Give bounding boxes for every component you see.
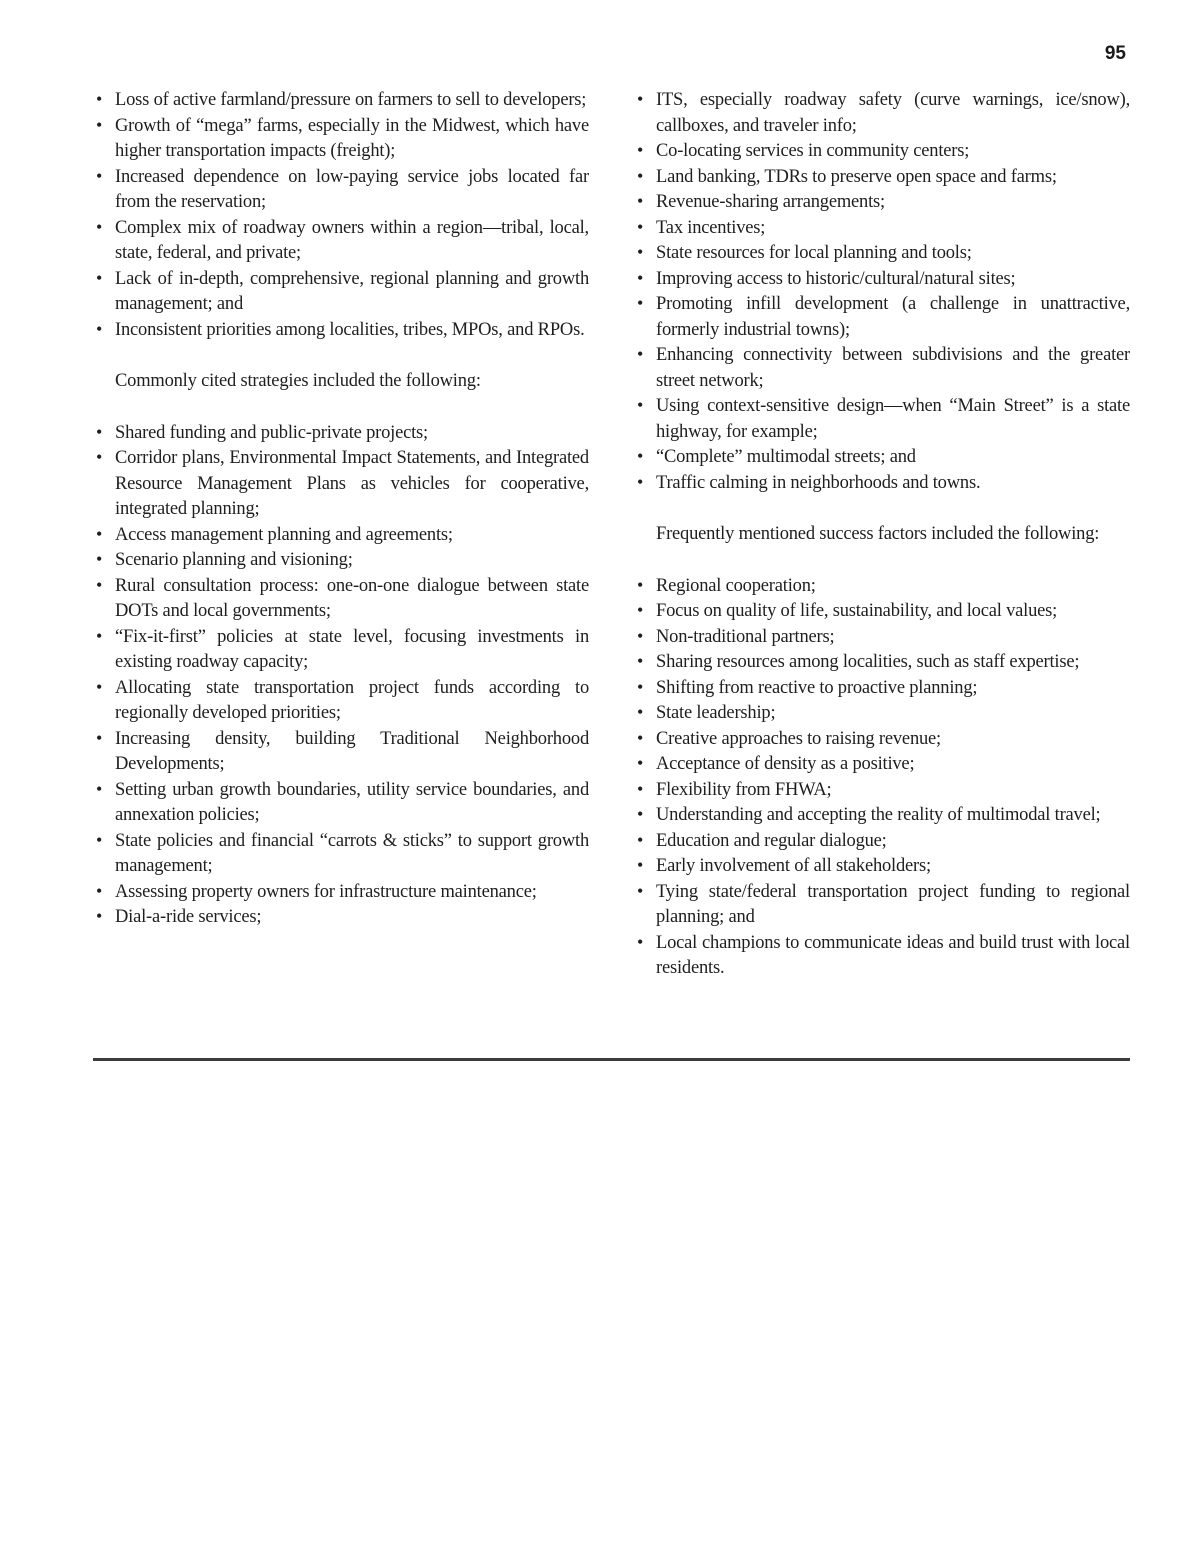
list-item bbox=[636, 574, 1130, 600]
list-item-text: Non-traditional partners; bbox=[656, 626, 835, 647]
list-item-text: Tax incentives; bbox=[656, 217, 766, 238]
list-item-text: Co-locating services in community centers; bbox=[656, 141, 970, 161]
list-item bbox=[95, 88, 589, 114]
bullet-marker: • bbox=[637, 165, 644, 186]
bullet-marker: • bbox=[637, 446, 644, 466]
left-column bbox=[95, 88, 589, 982]
bullet-marker: • bbox=[637, 344, 644, 364]
list-item-text: Setting urban growth boundaries, utility service boundaries, and annexation policies; bbox=[115, 779, 589, 825]
two-column-layout bbox=[95, 88, 1130, 982]
bullet-marker: • bbox=[96, 216, 103, 237]
bullet-marker: • bbox=[96, 267, 103, 288]
list-item bbox=[95, 165, 589, 216]
bullet-marker: • bbox=[637, 676, 644, 697]
list-item bbox=[636, 343, 1130, 394]
list-item-text: State leadership; bbox=[656, 703, 776, 723]
list-item bbox=[636, 650, 1130, 676]
bullet-marker: • bbox=[637, 829, 644, 850]
list-item bbox=[636, 267, 1130, 293]
list-item bbox=[636, 676, 1130, 702]
list-item bbox=[95, 778, 589, 829]
bullet-marker: • bbox=[96, 318, 103, 339]
list-item-text: Inconsistent priorities among localities, tribes, MPOs, and RPOs. bbox=[115, 319, 585, 340]
list-item bbox=[636, 829, 1130, 855]
list-item-text: Complex mix of roadway owners within a region—tribal, local, state, federal, and private; bbox=[115, 217, 589, 263]
list-item bbox=[636, 88, 1130, 139]
bullet-marker: • bbox=[637, 574, 644, 595]
bullet-marker: • bbox=[96, 676, 103, 697]
list-item-text: Increasing density, building Traditional Neighborhood Developments; bbox=[115, 728, 589, 774]
list-item bbox=[95, 880, 589, 906]
bullet-marker: • bbox=[637, 395, 644, 415]
list-item bbox=[95, 446, 589, 523]
list-item bbox=[95, 421, 589, 447]
bullet-marker: • bbox=[96, 89, 103, 109]
bullet-marker: • bbox=[637, 140, 644, 160]
list-item bbox=[636, 190, 1130, 216]
list-item-text: Corridor plans, Environmental Impact Statements, and Integrated Resource Management Plans as vehicles for cooperative, integrated planning; bbox=[115, 448, 589, 519]
challenges-list bbox=[95, 88, 589, 343]
list-item-text: State policies and financial “carrots & sticks” to support growth management; bbox=[115, 830, 589, 876]
list-item bbox=[95, 114, 589, 165]
bullet-marker: • bbox=[637, 778, 644, 799]
bullet-marker: • bbox=[637, 651, 644, 671]
list-item bbox=[95, 523, 589, 549]
bullet-marker: • bbox=[96, 778, 103, 799]
bullet-marker: • bbox=[637, 89, 644, 109]
bullet-marker: • bbox=[637, 625, 644, 646]
list-item bbox=[95, 829, 589, 880]
strategies-list bbox=[95, 421, 589, 931]
list-item-text: Improving access to historic/cultural/natural sites; bbox=[656, 268, 1016, 289]
list-item-text: Education and regular dialogue; bbox=[656, 830, 887, 851]
list-item bbox=[636, 445, 1130, 471]
list-item-text: Regional cooperation; bbox=[656, 575, 816, 596]
list-item-text: State resources for local planning and tools; bbox=[656, 243, 972, 263]
list-item-text: Traffic calming in neighborhoods and towns. bbox=[656, 472, 981, 493]
bullet-marker: • bbox=[637, 855, 644, 875]
bullet-marker: • bbox=[637, 702, 644, 722]
list-item-text: Using context-sensitive design—when “Main Street” is a state highway, for example; bbox=[656, 396, 1130, 442]
list-item bbox=[636, 292, 1130, 343]
bullet-marker: • bbox=[637, 471, 644, 492]
bullet-marker: • bbox=[637, 293, 644, 313]
bullet-marker: • bbox=[96, 574, 103, 595]
bullet-marker: • bbox=[637, 600, 644, 620]
list-item-text: Lack of in-depth, comprehensive, regional planning and growth management; and bbox=[115, 268, 589, 314]
list-item-text: Land banking, TDRs to preserve open space and farms; bbox=[656, 166, 1057, 187]
list-item-text: Early involvement of all stakeholders; bbox=[656, 856, 931, 876]
bullet-marker: • bbox=[637, 727, 644, 748]
list-item bbox=[636, 625, 1130, 651]
list-item-text: Sharing resources among localities, such as staff expertise; bbox=[656, 652, 1080, 672]
list-item bbox=[636, 727, 1130, 753]
list-item-text: Acceptance of density as a positive; bbox=[656, 754, 915, 774]
bullet-marker: • bbox=[96, 165, 103, 186]
bullet-marker: • bbox=[96, 829, 103, 850]
list-item-text: ITS, especially roadway safety (curve warnings, ice/snow), callboxes, and traveler info; bbox=[656, 90, 1130, 136]
bullet-marker: • bbox=[637, 753, 644, 773]
list-item bbox=[636, 931, 1130, 982]
bullet-marker: • bbox=[637, 242, 644, 262]
list-item bbox=[95, 727, 589, 778]
list-item bbox=[636, 778, 1130, 804]
list-item bbox=[636, 752, 1130, 778]
list-item-text: Loss of active farmland/pressure on farmers to sell to developers; bbox=[115, 90, 587, 110]
bullet-marker: • bbox=[96, 114, 103, 135]
bullet-marker: • bbox=[96, 549, 103, 569]
bullet-marker: • bbox=[637, 267, 644, 288]
bullet-marker: • bbox=[637, 216, 644, 237]
success-factors-list bbox=[636, 574, 1130, 982]
list-item bbox=[636, 471, 1130, 497]
bullet-marker: • bbox=[96, 625, 103, 646]
list-item-text: Allocating state transportation project funds according to regionally developed priorities; bbox=[115, 677, 589, 723]
list-item-text: Promoting infill development (a challenge in unattractive, formerly industrial towns); bbox=[656, 294, 1130, 340]
list-item bbox=[636, 599, 1130, 625]
bullet-marker: • bbox=[96, 523, 103, 544]
footnote-rule bbox=[93, 1058, 1130, 1061]
list-item-text: Flexibility from FHWA; bbox=[656, 779, 832, 800]
list-item-text: Shifting from reactive to proactive planning; bbox=[656, 677, 978, 698]
list-item-text: Local champions to communicate ideas and build trust with local residents. bbox=[656, 932, 1130, 978]
bullet-marker: • bbox=[637, 804, 644, 824]
list-item bbox=[636, 241, 1130, 267]
list-item bbox=[95, 676, 589, 727]
list-item bbox=[636, 803, 1130, 829]
list-item-text: Tying state/federal transportation project funding to regional planning; and bbox=[656, 881, 1130, 927]
strategies-list-continued bbox=[636, 88, 1130, 496]
list-item bbox=[636, 216, 1130, 242]
bullet-marker: • bbox=[96, 421, 103, 442]
bullet-marker: • bbox=[637, 880, 644, 901]
list-item bbox=[636, 880, 1130, 931]
success-factors-intro: Frequently mentioned success factors included the following: bbox=[656, 524, 1100, 544]
list-item bbox=[636, 394, 1130, 445]
list-item-text: Enhancing connectivity between subdivisions and the greater street network; bbox=[656, 345, 1130, 391]
list-item-text: Assessing property owners for infrastructure maintenance; bbox=[115, 881, 537, 902]
list-item-text: “Complete” multimodal streets; and bbox=[656, 447, 916, 467]
list-item bbox=[636, 139, 1130, 165]
list-item bbox=[95, 216, 589, 267]
list-item bbox=[636, 165, 1130, 191]
list-item-text: Creative approaches to raising revenue; bbox=[656, 728, 941, 749]
right-column bbox=[636, 88, 1130, 982]
bullet-marker: • bbox=[96, 880, 103, 901]
list-item-text: Understanding and accepting the reality of multimodal travel; bbox=[656, 805, 1101, 825]
list-item-text: Access management planning and agreements; bbox=[115, 524, 453, 545]
page-number: 95 bbox=[1104, 43, 1126, 64]
list-item-text: Revenue-sharing arrangements; bbox=[656, 192, 885, 212]
list-item bbox=[636, 701, 1130, 727]
list-item bbox=[95, 267, 589, 318]
bullet-marker: • bbox=[96, 447, 103, 467]
strategies-intro: Commonly cited strategies included the following: bbox=[115, 371, 481, 391]
list-item-text: “Fix-it-first” policies at state level, focusing investments in existing roadway capacity; bbox=[115, 626, 589, 672]
list-item-text: Growth of “mega” farms, especially in the Midwest, which have higher transportation impacts (freight); bbox=[115, 115, 589, 161]
list-item-text: Increased dependence on low-paying service jobs located far from the reservation; bbox=[115, 166, 589, 212]
list-item bbox=[636, 854, 1130, 880]
list-item-text: Scenario planning and visioning; bbox=[115, 550, 353, 570]
list-item bbox=[95, 905, 589, 931]
list-item-text: Focus on quality of life, sustainability, and local values; bbox=[656, 601, 1058, 621]
list-item bbox=[95, 548, 589, 574]
bullet-marker: • bbox=[637, 191, 644, 211]
list-item bbox=[95, 625, 589, 676]
list-item-text: Rural consultation process: one-on-one dialogue between state DOTs and local governments; bbox=[115, 575, 589, 621]
list-item-text: Dial-a-ride services; bbox=[115, 907, 262, 927]
bullet-marker: • bbox=[96, 727, 103, 748]
list-item bbox=[95, 318, 589, 344]
bullet-marker: • bbox=[96, 906, 103, 926]
bullet-marker: • bbox=[637, 931, 644, 952]
list-item bbox=[95, 574, 589, 625]
list-item-text: Shared funding and public-private projects; bbox=[115, 422, 429, 443]
